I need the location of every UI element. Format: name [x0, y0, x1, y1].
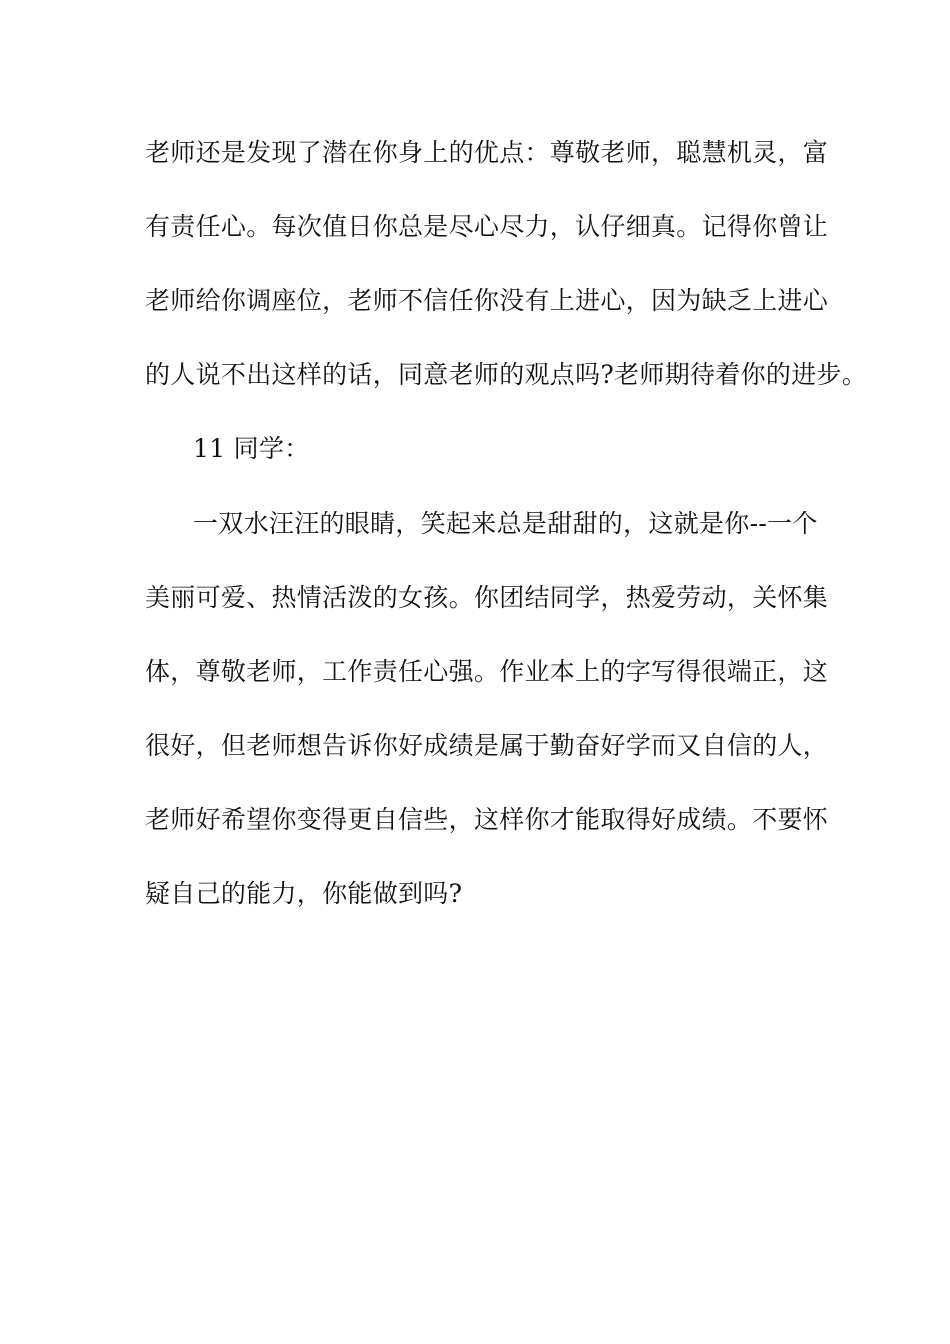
paragraph-line: 疑自己的能力，你能做到吗?	[145, 879, 463, 908]
paragraph-line: 的人说不出这样的话，同意老师的观点吗?老师期待着你的进步。	[145, 360, 868, 389]
section-heading: 11 同学：	[193, 434, 310, 463]
paragraph-line: 有责任心。每次值日你总是尽心尽力，认仔细真。记得你曾让	[145, 212, 829, 241]
paragraph-line: 很好，但老师想告诉你好成绩是属于勤奋好学而又自信的人，	[145, 731, 829, 760]
paragraph-line: 体，尊敬老师，工作责任心强。作业本上的字写得很端正，这	[145, 657, 829, 686]
paragraph-line: 老师好希望你变得更自信些，这样你才能取得好成绩。不要怀	[145, 805, 829, 834]
paragraph-line: 老师还是发现了潜在你身上的优点：尊敬老师，聪慧机灵，富	[145, 138, 829, 167]
paragraph-line: 美丽可爱、热情活泼的女孩。你团结同学，热爱劳动，关怀集	[145, 583, 829, 612]
paragraph-line: 一双水汪汪的眼睛，笑起来总是甜甜的，这就是你--一个	[193, 509, 818, 538]
paragraph-line: 老师给你调座位，老师不信任你没有上进心，因为缺乏上进心	[145, 286, 829, 315]
